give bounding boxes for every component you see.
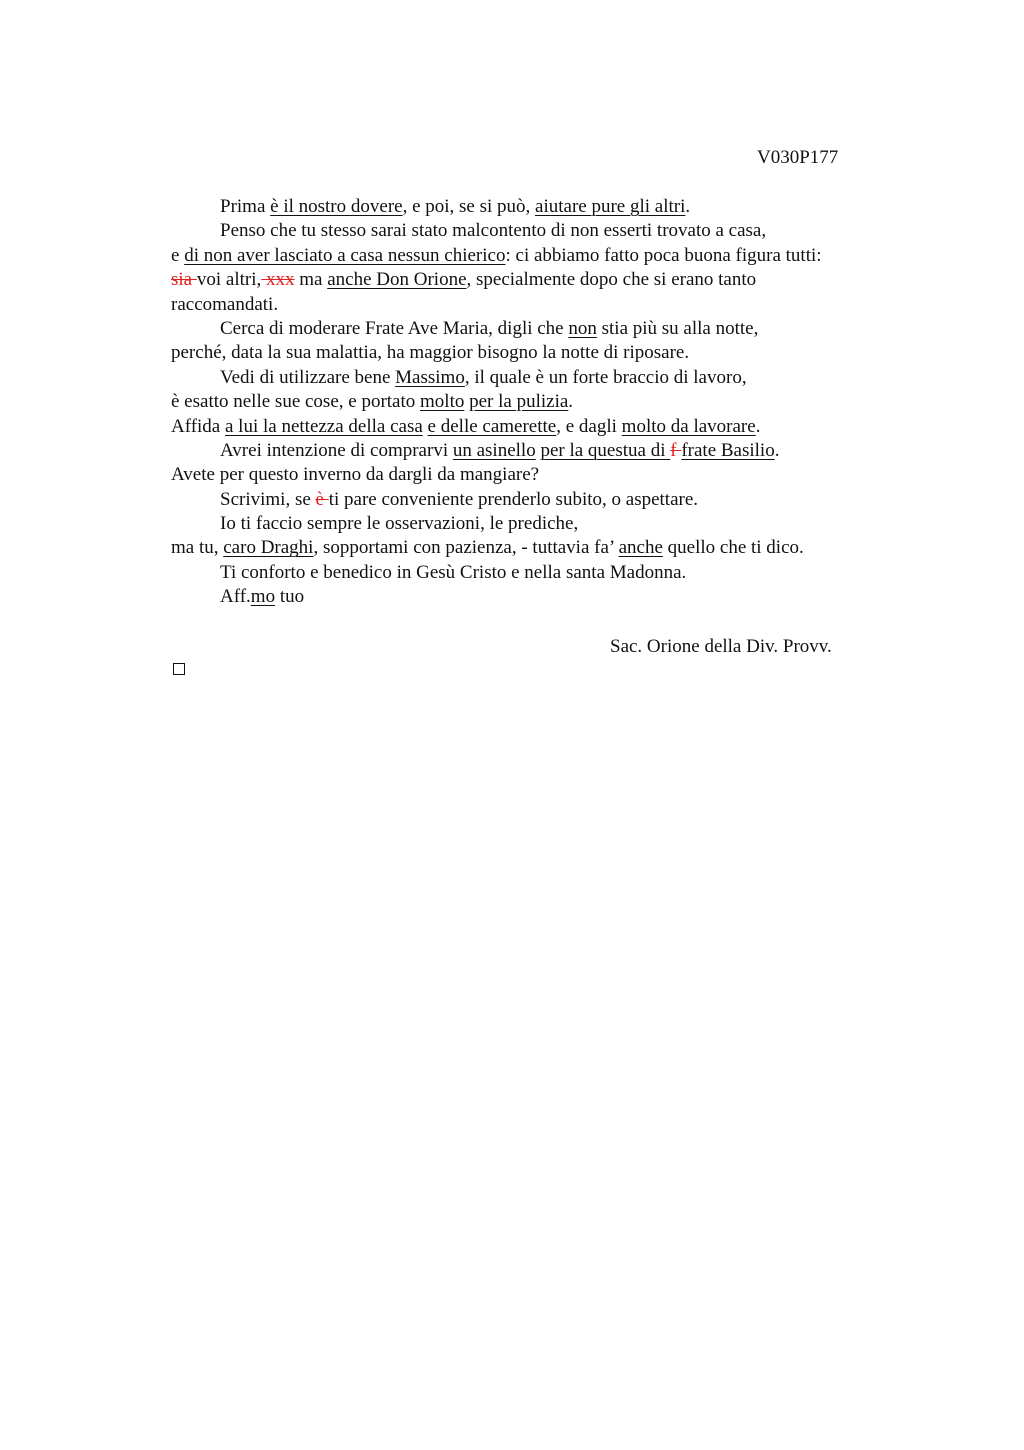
underlined-text: non bbox=[568, 317, 597, 339]
line-text: . bbox=[685, 196, 691, 217]
letter-line bbox=[171, 585, 891, 609]
line-text: stia più su alla notte, bbox=[596, 317, 759, 339]
line-text: è esatto nelle sue cose, e portato bbox=[171, 391, 421, 413]
line-text: , e poi, se si può, bbox=[402, 196, 536, 217]
line-text: Ti conforto e benedico in Gesù Cristo e nella santa Madonna. bbox=[220, 561, 687, 583]
line-text: ti pare conveniente prenderlo subito, o aspettare. bbox=[328, 488, 699, 510]
letter-line bbox=[171, 195, 891, 219]
line-text: . bbox=[774, 439, 780, 461]
underlined-text: aiutare pure gli altri bbox=[535, 196, 686, 217]
checkbox-square bbox=[173, 663, 185, 675]
line-text: Aff. bbox=[220, 586, 251, 608]
line-text: voi altri, bbox=[196, 269, 262, 291]
document-id: V030P177 bbox=[757, 147, 839, 168]
underlined-text: Massimo bbox=[395, 366, 465, 388]
letter-line bbox=[171, 561, 891, 585]
underlined-text: e delle camerette bbox=[427, 415, 557, 437]
underlined-text: per la questua di bbox=[540, 439, 671, 461]
line-text: , sopportami con pazienza, - tuttavia fa’ bbox=[313, 537, 619, 559]
line-text: , il quale è un forte braccio di lavoro, bbox=[464, 366, 747, 388]
line-text: . bbox=[568, 391, 574, 413]
letter-line bbox=[171, 390, 891, 414]
underlined-text: mo bbox=[250, 586, 276, 608]
letter-line bbox=[171, 512, 891, 536]
line-text: ma tu, bbox=[171, 537, 224, 559]
underlined-text: molto bbox=[420, 391, 465, 413]
letter-line bbox=[171, 415, 891, 439]
underlined-text: è il nostro dovere bbox=[270, 196, 403, 217]
line-text: Avete per questo inverno da dargli da mangiare? bbox=[171, 464, 540, 486]
line-text: ma bbox=[294, 269, 328, 291]
underlined-text: frate Basilio bbox=[681, 439, 775, 461]
letter-line bbox=[171, 439, 891, 463]
line-text: Cerca di moderare Frate Ave Maria, digli che bbox=[220, 317, 569, 339]
letter-line bbox=[171, 366, 891, 390]
line-text: Penso che tu stesso sarai stato malcontento di non esserti trovato a casa, bbox=[220, 220, 767, 242]
deleted-text: xxx bbox=[261, 269, 295, 291]
deleted-text: f bbox=[670, 439, 682, 461]
line-text: Prima bbox=[220, 196, 271, 217]
line-text: Affida bbox=[171, 415, 225, 437]
letter-line bbox=[171, 268, 891, 292]
deleted-text: sia bbox=[171, 269, 197, 291]
letter-line bbox=[171, 244, 891, 268]
line-text: quello che ti dico. bbox=[662, 537, 804, 559]
underlined-text: caro Draghi bbox=[223, 537, 314, 559]
letter-line bbox=[171, 293, 891, 317]
line-text: e bbox=[171, 244, 185, 266]
underlined-text: anche bbox=[618, 537, 663, 559]
line-text: Vedi di utilizzare bene bbox=[220, 366, 396, 388]
underlined-text: un asinello bbox=[452, 439, 536, 461]
letter-line bbox=[171, 488, 891, 512]
letter-line bbox=[171, 341, 891, 365]
underlined-text: anche Don Orione bbox=[327, 269, 467, 291]
signature: Sac. Orione della Div. Provv. bbox=[610, 636, 832, 657]
line-text: perché, data la sua malattia, ha maggior bisogno la notte di riposare. bbox=[171, 342, 690, 364]
line-text: Avrei intenzione di comprarvi bbox=[220, 439, 453, 461]
letter-line bbox=[171, 317, 891, 341]
underlined-text: a lui la nettezza della casa bbox=[225, 415, 423, 437]
line-text: : ci abbiamo fatto poca buona figura tutti: bbox=[505, 244, 822, 266]
line-text: . bbox=[755, 415, 761, 437]
line-text: tuo bbox=[275, 586, 305, 608]
line-text: , e dagli bbox=[556, 415, 622, 437]
line-text: , specialmente dopo che si erano tanto bbox=[466, 269, 757, 291]
letter-line bbox=[171, 219, 891, 243]
underlined-text: molto da lavorare bbox=[621, 415, 756, 437]
letter-line bbox=[171, 536, 891, 560]
line-text: Io ti faccio sempre le osservazioni, le prediche, bbox=[220, 513, 579, 535]
letter-line bbox=[171, 463, 891, 487]
underlined-text: per la pulizia bbox=[469, 391, 569, 413]
underlined-text: di non aver lasciato a casa nessun chierico bbox=[184, 244, 506, 266]
deleted-text: è bbox=[315, 488, 329, 510]
line-text: raccomandati. bbox=[171, 293, 279, 315]
line-text: Scrivimi, se bbox=[220, 488, 316, 510]
letter-body bbox=[171, 195, 891, 610]
